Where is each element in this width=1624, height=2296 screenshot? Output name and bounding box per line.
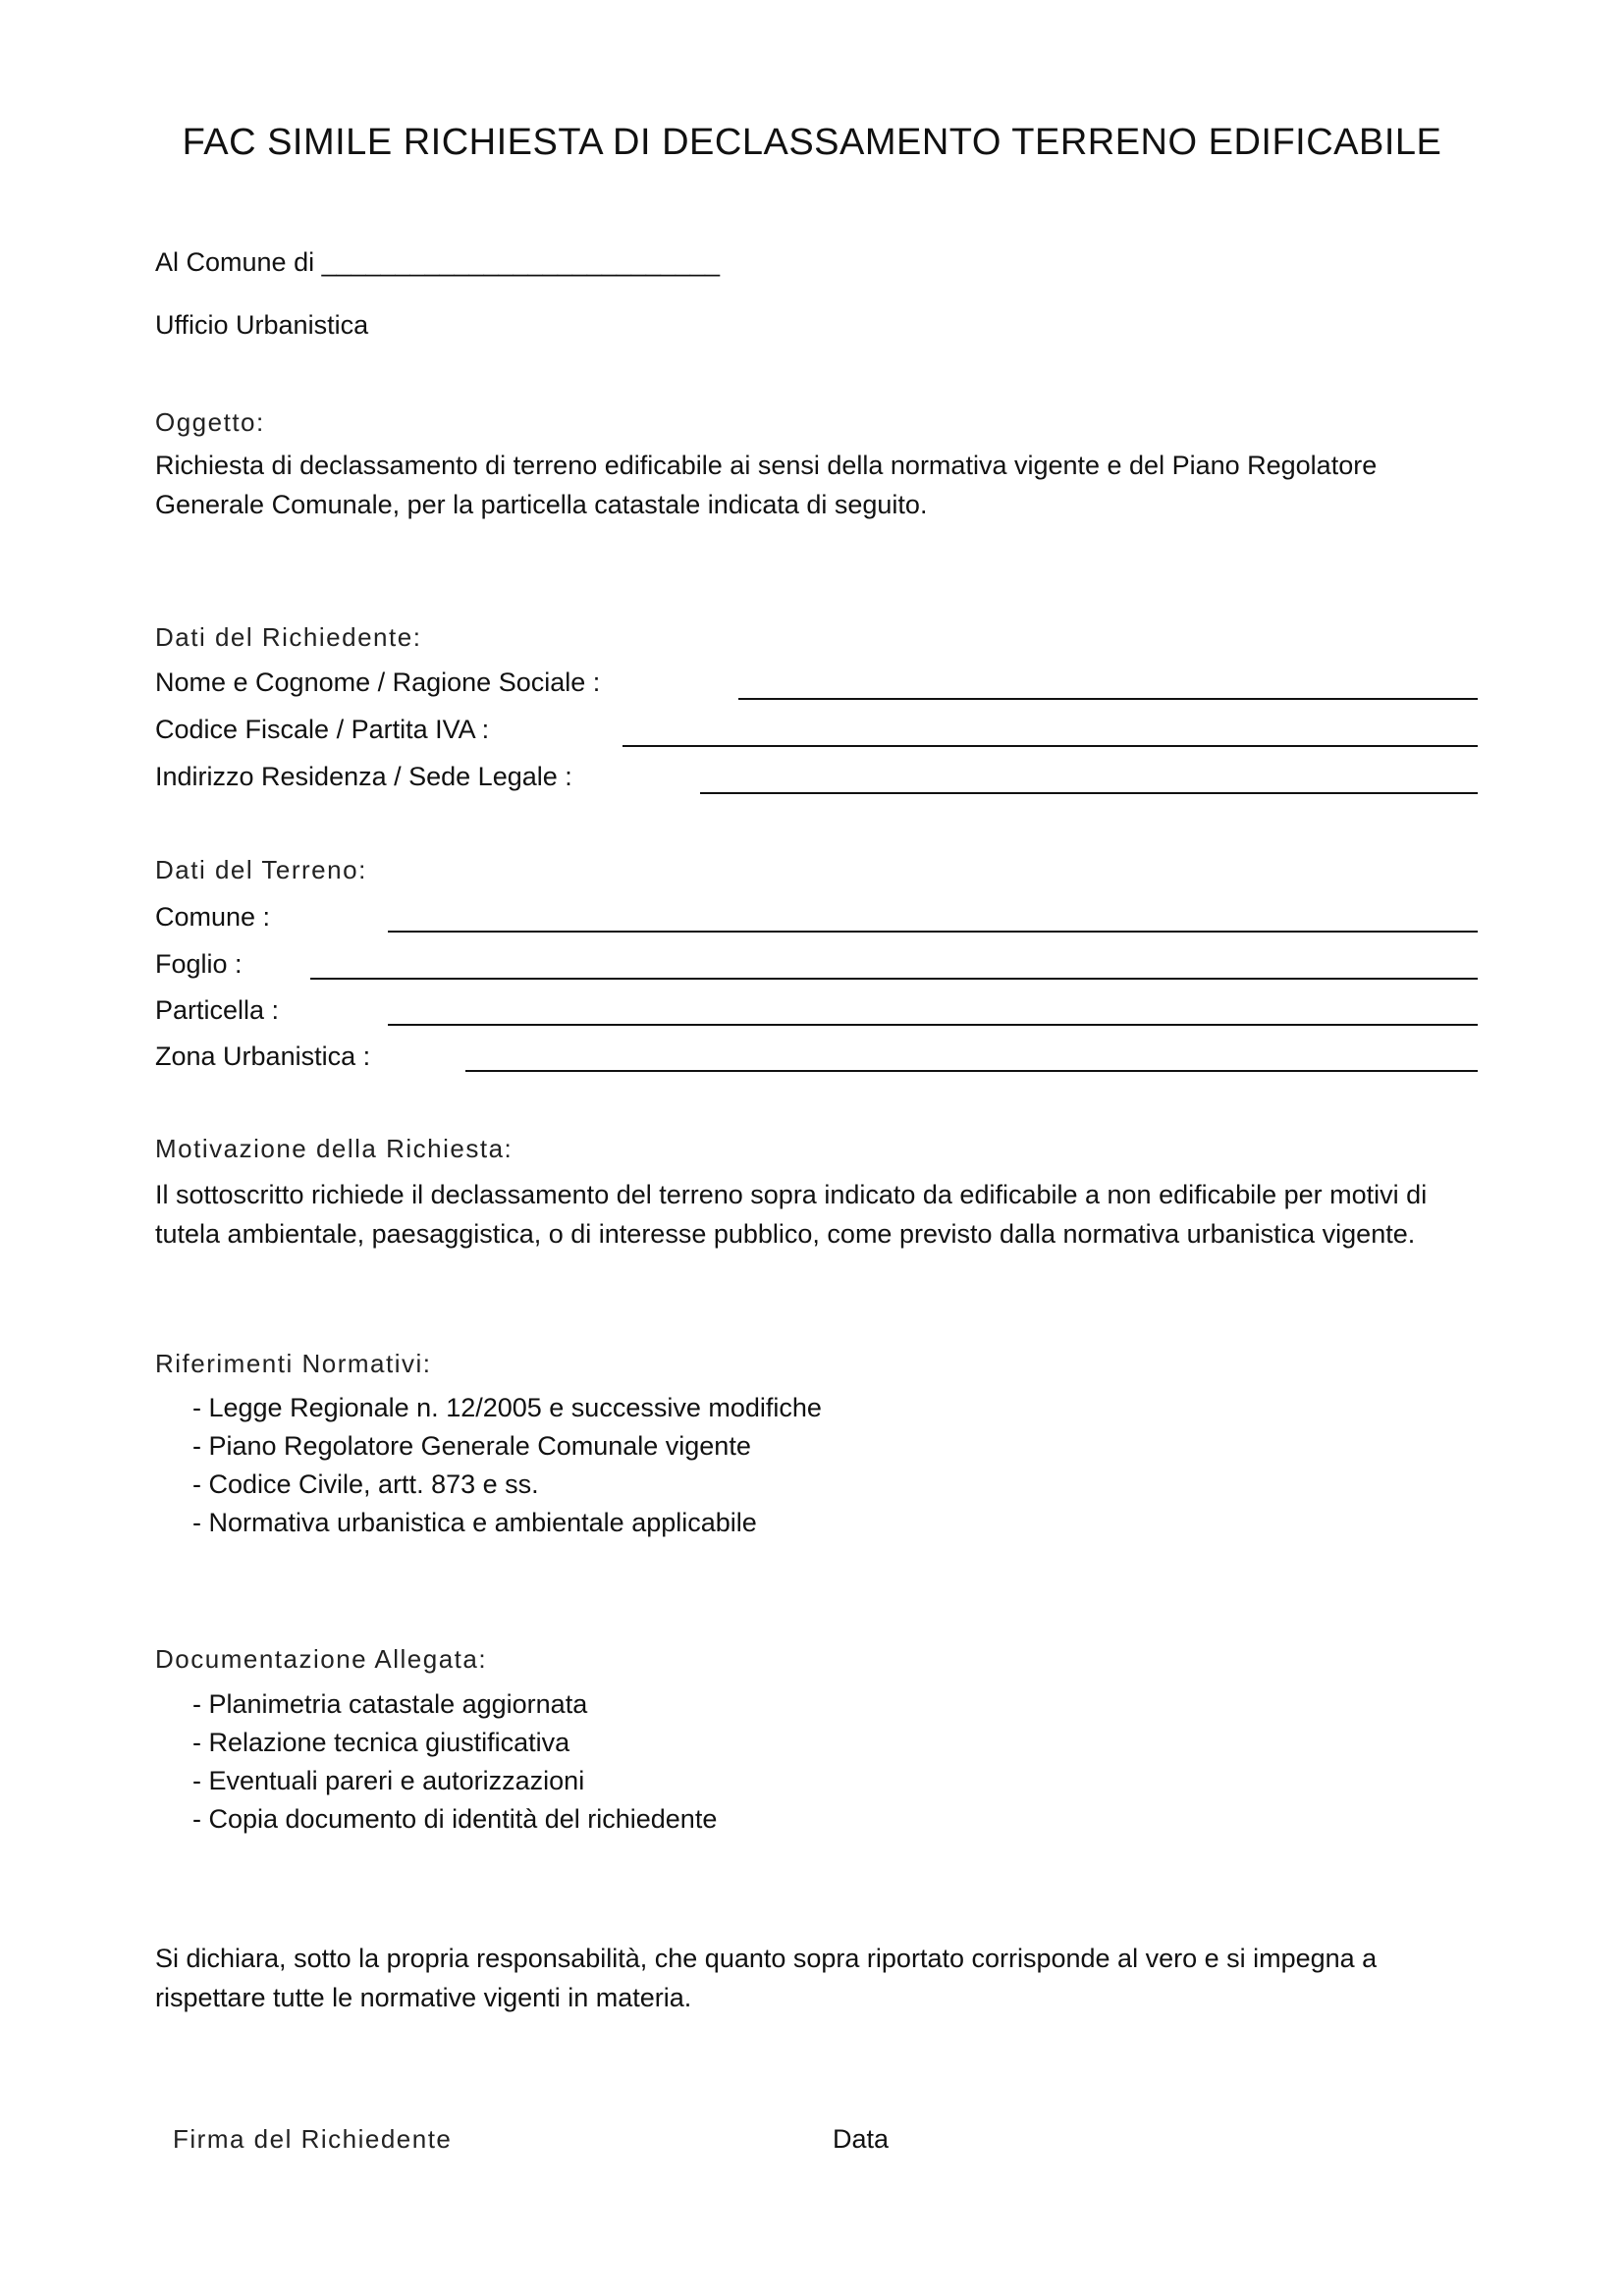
terreno-heading: Dati del Terreno: [155,855,367,884]
document-title: FAC SIMILE RICHIESTA DI DECLASSAMENTO TERRENO EDIFICABILE [182,122,1442,163]
codice-fiscale-field-line[interactable] [623,745,1478,747]
codice-fiscale-label: Codice Fiscale / Partita IVA : [155,715,490,744]
oggetto-line-1: Richiesta di declassamento di terreno edificabile ai sensi della normativa vigente e del Piano Regolatore [155,451,1378,480]
list-item: - Piano Regolatore Generale Comunale vigente [192,1431,751,1461]
documentazione-list [192,1685,717,1839]
particella-field-line[interactable] [388,1024,1478,1026]
list-item: - Legge Regionale n. 12/2005 e successive modifiche [192,1393,822,1422]
particella-label: Particella : [155,995,280,1025]
terreno-comune-label: Comune : [155,902,271,932]
list-item: - Relazione tecnica giustificativa [192,1728,570,1757]
documentazione-heading: Documentazione Allegata: [155,1644,488,1674]
indirizzo-field-line[interactable] [700,792,1478,794]
terreno-comune-field-line[interactable] [388,931,1478,933]
list-item: - Codice Civile, artt. 873 e ss. [192,1469,539,1499]
riferimenti-heading: Riferimenti Normativi: [155,1349,432,1378]
list-item: - Normativa urbanistica e ambientale applicabile [192,1508,757,1537]
oggetto-heading: Oggetto: [155,407,265,437]
zona-urbanistica-field-line[interactable] [465,1070,1478,1072]
firma-label: Firma del Richiedente [173,2124,453,2154]
foglio-field-line[interactable] [310,978,1478,980]
data-label: Data [833,2124,890,2154]
nome-field-line[interactable] [738,698,1478,700]
richiedente-heading: Dati del Richiedente: [155,622,422,652]
motivazione-heading: Motivazione della Richiesta: [155,1134,514,1163]
oggetto-line-2: Generale Comunale, per la particella catastale indicata di seguito. [155,490,928,519]
zona-urbanistica-label: Zona Urbanistica : [155,1041,371,1071]
riferimenti-list [192,1389,822,1542]
dichiarazione-line-2: rispettare tutte le normative vigenti in materia. [155,1983,692,2012]
motivazione-line-2: tutela ambientale, paesaggistica, o di interesse pubblico, come previsto dalla normativa urbanistica vigente. [155,1219,1416,1249]
list-item: - Copia documento di identità del richiedente [192,1804,718,1834]
nome-label: Nome e Cognome / Ragione Sociale : [155,667,601,697]
indirizzo-label: Indirizzo Residenza / Sede Legale : [155,762,572,791]
motivazione-line-1: Il sottoscritto richiede il declassamento del terreno sopra indicato da edificabile a non edificabile per motivi di [155,1180,1428,1209]
foglio-label: Foglio : [155,949,243,979]
comune-addressee: Al Comune di ___________________________ [155,247,721,277]
list-item: - Eventuali pareri e autorizzazioni [192,1766,585,1795]
ufficio-label: Ufficio Urbanistica [155,310,369,340]
dichiarazione-line-1: Si dichiara, sotto la propria responsabilità, che quanto sopra riportato corrisponde al vero e si impegna a [155,1944,1378,1973]
list-item: - Planimetria catastale aggiornata [192,1689,588,1719]
